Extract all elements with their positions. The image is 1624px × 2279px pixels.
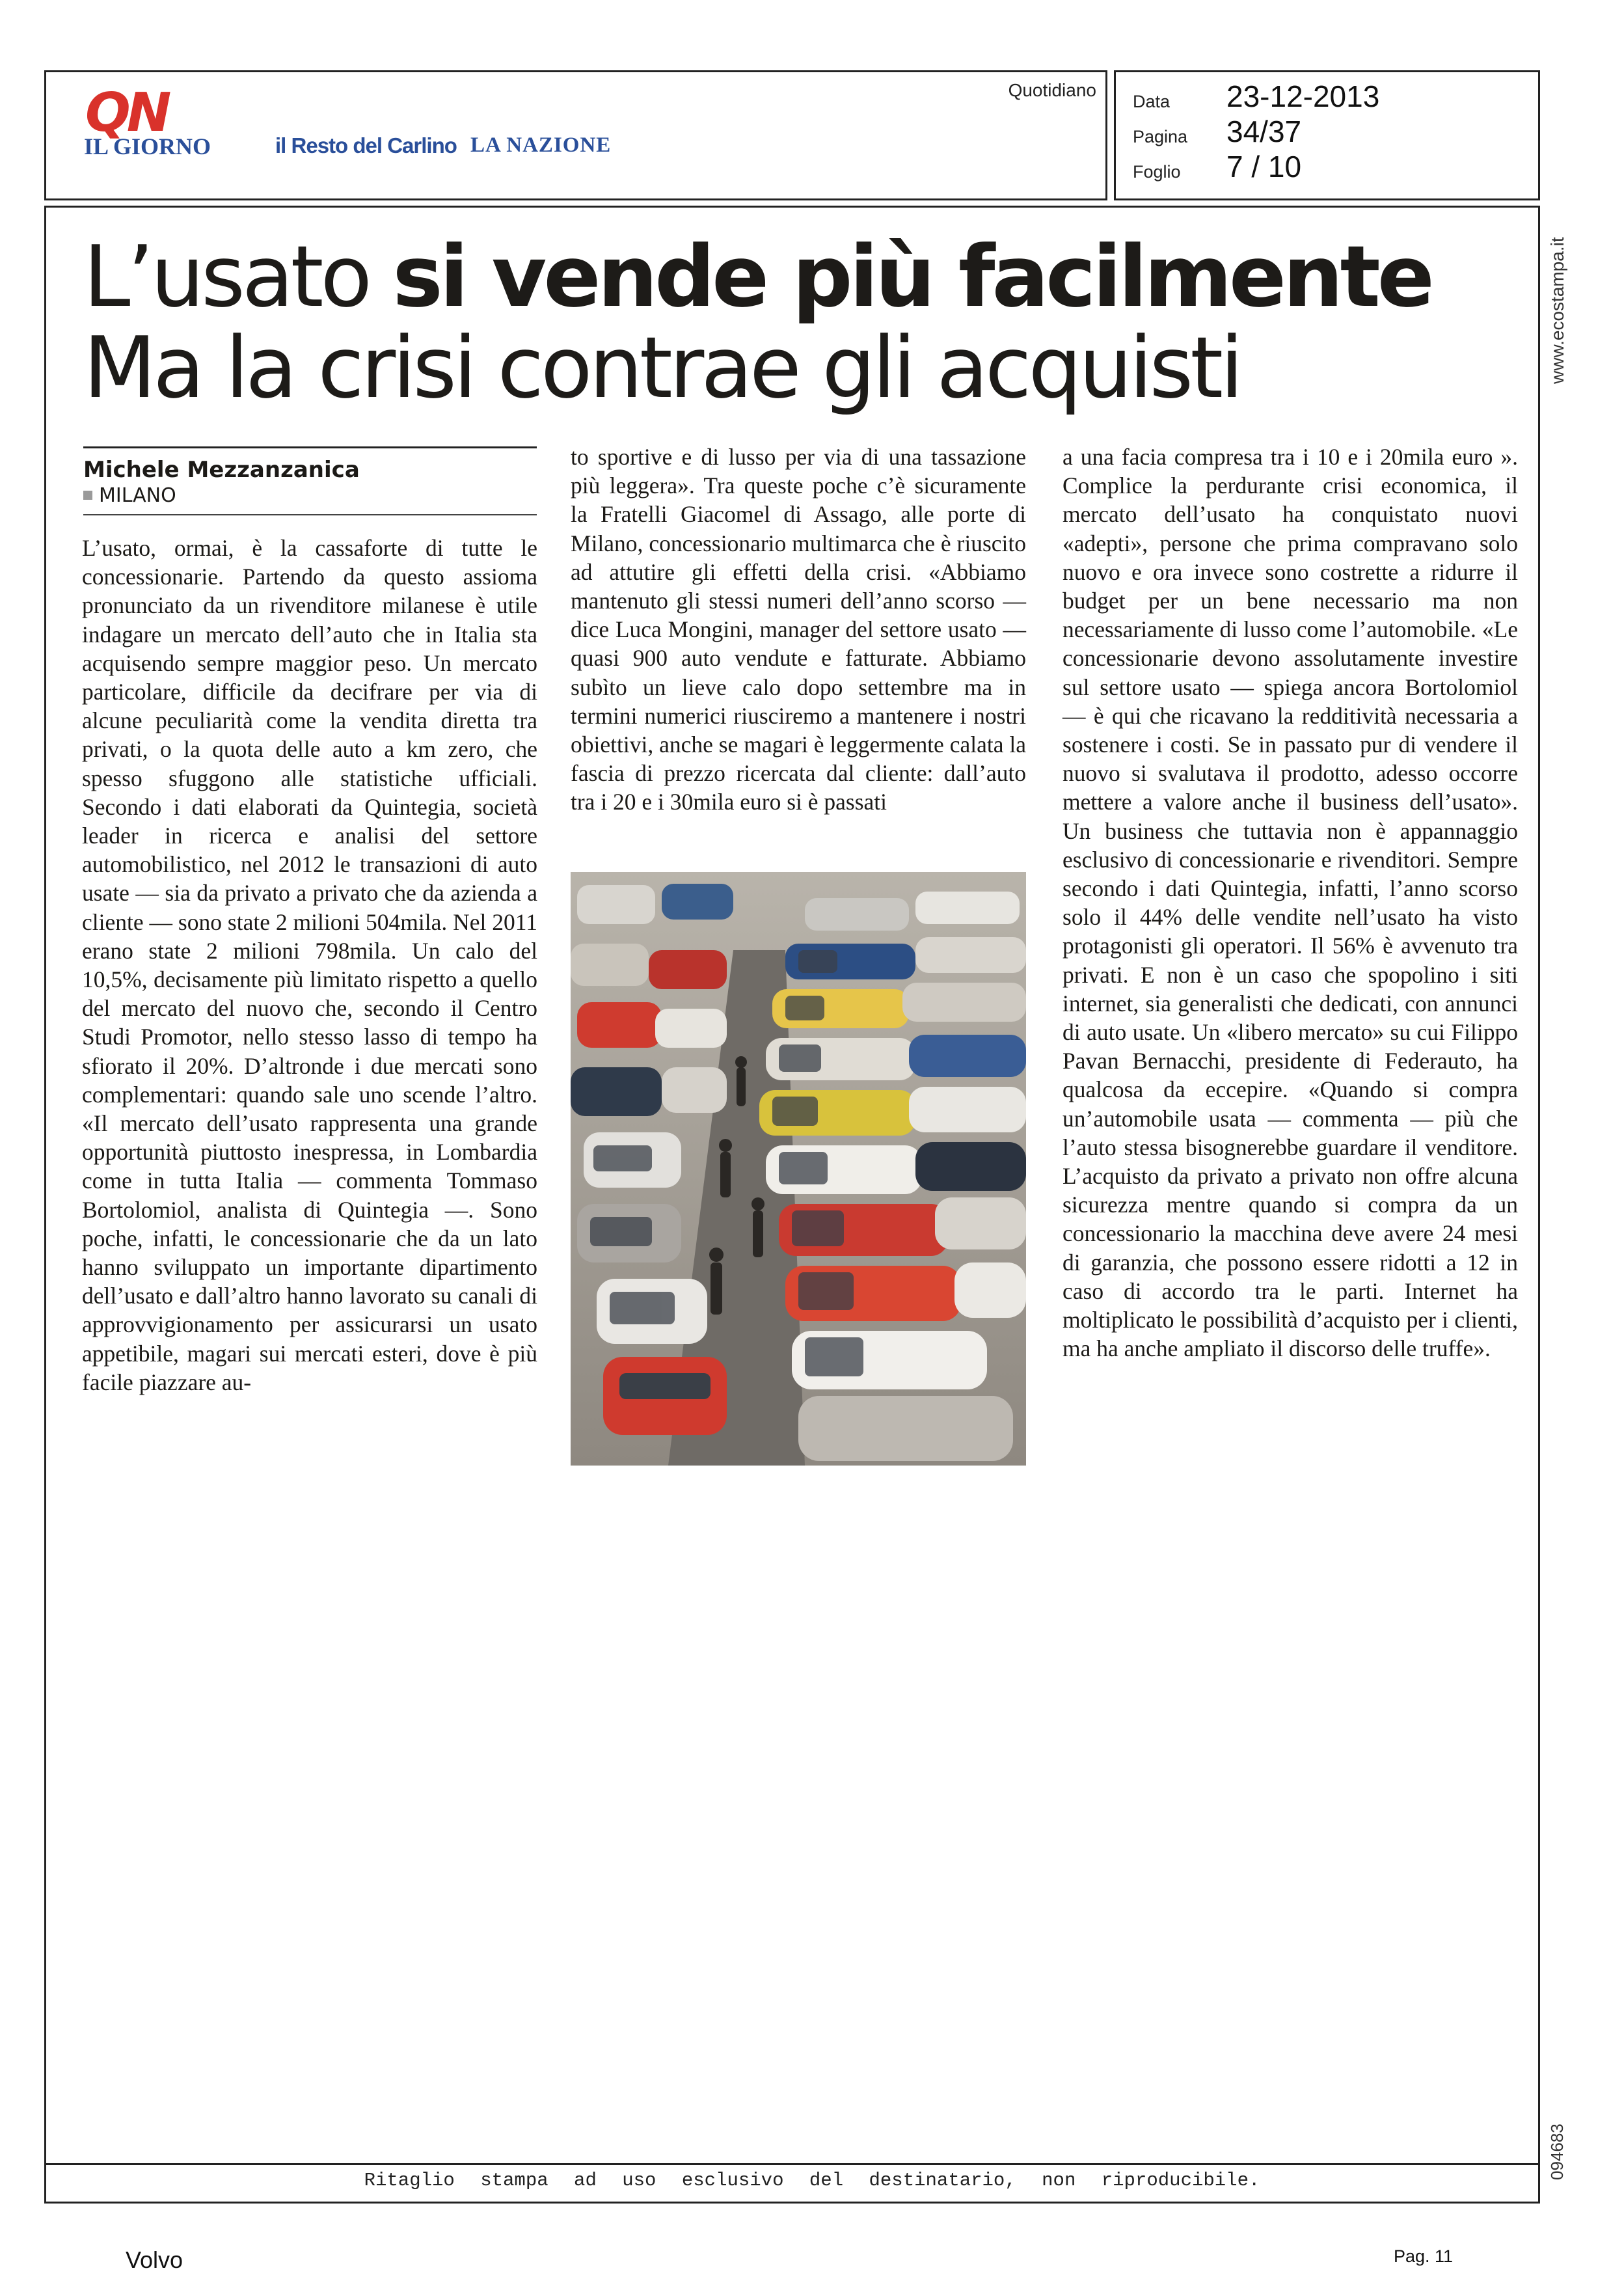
- periodicity-label: Quotidiano: [1008, 80, 1096, 100]
- headline-line-2: Ma la crisi contrae gli acquisti: [83, 318, 1241, 417]
- clipping-code: 094683: [1547, 2123, 1567, 2180]
- square-bullet-icon: [83, 491, 92, 500]
- paper-name-resto-del-carlino: il Resto del Carlino: [275, 133, 457, 157]
- masthead-box: [44, 70, 1107, 200]
- sheet-value: 7 / 10: [1226, 150, 1302, 184]
- paper-name-il-giorno: IL GIORNO: [84, 133, 211, 159]
- city-label: MILANO: [99, 484, 176, 507]
- headline-light: L’usato: [83, 227, 393, 326]
- headline-bold: si vende più facilmente: [392, 227, 1431, 326]
- used-cars-parking-photo: [571, 872, 1026, 1466]
- qn-logo: QN: [85, 82, 168, 144]
- page-number: Pag. 11: [1394, 2246, 1454, 2266]
- footer-divider: [46, 2163, 1538, 2165]
- metadata-box: [1114, 70, 1540, 200]
- client-name: Volvo: [126, 2246, 183, 2273]
- copyright-disclaimer: Ritaglio stampa ad uso esclusivo del destinatario, non riproducibile.: [364, 2170, 1260, 2191]
- sheet-label: Foglio: [1133, 162, 1181, 182]
- byline-divider-bottom: [83, 514, 537, 515]
- date-label: Data: [1133, 92, 1171, 111]
- press-service-url: www.ecostampa.it: [1547, 237, 1567, 384]
- date-value: 23-12-2013: [1226, 79, 1380, 113]
- article-column-1: L’usato, ormai, è la cassaforte di tutte le concessionarie. Partendo da questo assioma pronunciato da un rivenditore milanese è utile indagare un mercato dell’auto che in Italia sta acquisendo sempre maggior peso. Un mercato particolare, difficile da decifrare per via di alcune peculiarità come la vendita diretta tra privati, o la quota delle auto a km zero, che spesso sfuggono alle statistiche ufficiali. Secondo i dati elaborati da Quintegia, società leader in ricerca e analisi del settore automobilistico, nel 2012 le transazioni di auto usate — sia da privato a privato che da azienda a cliente — sono state 2 milioni 504mila. Nel 2011 erano state 2 milioni 798mila. Un calo del 10,5%, decisamente più limitato rispetto a quello del mercato del nuovo che, secondo il Centro Studi Promotor, nello stesso lasso di tempo ha sfiorato il 20%. D’altronde i due mercati sono complementari: quando sale uno scende l’altro. «Il mercato dell’usato rappresenta una grande opportunità piuttosto inespressa, in Lombardia come in tutta Italia — commenta Tommaso Bortolomiol, analista di Quintegia —. Sono poche, infatti, le concessionarie che da un lato hanno sviluppato un importante dipartimento dell’usato e dall’altro hanno lavorato su canali di approvvigionamento per assicurarsi un usato appetibile, magari sui mercati esteri, dove è più facile piazzare au-: [82, 535, 537, 1395]
- byline-divider: [83, 446, 537, 448]
- paper-name-la-nazione: LA NAZIONE: [470, 133, 612, 157]
- article-column-2: to sportive e di lusso per via di una tassazione più leggera». Tra queste poche c’è sicuramente la Fratelli Giacomel di Assago, alle porte di Milano, concessionario multimarca che è riuscito ad attutire gli effetti della crisi. «Abbiamo mantenuto gli stessi numeri dell’anno scorso — dice Luca Mongini, manager del settore usato — quasi 900 auto vendute e fatturate. Abbiamo subìto un lieve calo dopo settembre ma in termini numerici riusciremo a mantenere i nostri obiettivi, anche se magari è leggermente calata la fascia di prezzo ricercata dal cliente: dall’auto tra i 20 e i 30mila euro si è passati: [571, 444, 1026, 815]
- headline-line-1: [83, 227, 1431, 326]
- page-value: 34/37: [1226, 115, 1302, 148]
- author-name: Michele Mezzanzanica: [83, 457, 360, 483]
- page-label: Pagina: [1133, 127, 1188, 146]
- dateline-city: [83, 484, 176, 507]
- article-column-3: a una facia compresa tra i 10 e i 20mila euro ». Complice la perdurante crisi economica, il mercato dell’usato ha conquistato nuovi «adepti», persone che prima compravano solo nuovo e ora invece sono costrette a ridurre il budget per un bene necessario ma non necessariamente di lusso come l’automobile. «Le concessionarie devono assolutamente investire sul settore usato — spiega ancora Bortolomiol — è qui che ricavano la redditività necessaria a sostenere i costi. Se in passato pur di vendere il nuovo si svalutava il prodotto, adesso occorre mettere a valore anche il business dell’usato». Un business che tuttavia non è appannaggio esclusivo di concessionarie e rivenditori. Sempre secondo i dati Quintegia, infatti, l’anno scorso solo il 44% delle vendite nell’usato ha visto protagonisti gli operatori. Il 56% è avvenuto tra privati. E non è un caso che spopolino i siti internet, sia generalisti che dedicati, con annunci di auto usate. Un «libero mercato» su cui Filippo Pavan Bernacchi, presidente di Federauto, ha qualcosa da eccepire. «Quando si compra un’automobile usata — commenta — più che l’auto stessa bisognerebbe guardare il venditore. L’acquisto da privato a privato non offre alcuna sicurezza mentre quando si compra da un concessionario la macchina deve avere 24 mesi di garanzia, che possono essere ridotti a 12 in caso di accordo tra le parti. Internet ha moltiplicato le possibilità d’acquisto per i clienti, ma ha anche ampliato il discorso delle truffe».: [1062, 444, 1518, 1362]
